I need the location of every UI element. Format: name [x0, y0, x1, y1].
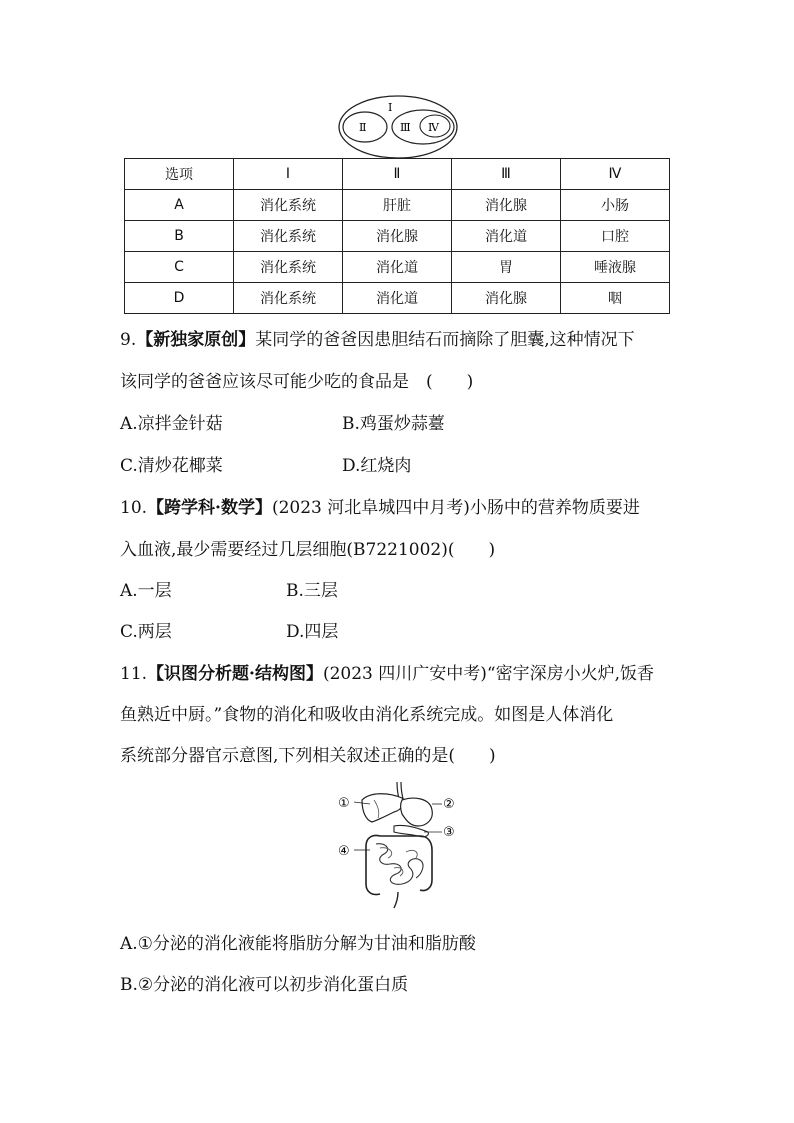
table-cell: 消化系统 [234, 283, 343, 314]
table-cell: 胃 [452, 252, 561, 283]
small-intestine-shape-2 [380, 848, 417, 876]
q10-tag: 【跨学科·数学】 [147, 498, 272, 518]
options-table [124, 158, 670, 314]
table-cell: 消化系统 [234, 221, 343, 252]
q10-text: (2023 河北阜城四中月考)小肠中的营养物质要进 [271, 498, 640, 518]
q10-stem-line1 [120, 493, 640, 518]
q10-option-d[interactable]: D.四层 [286, 622, 339, 642]
figure-label-1: ① [338, 796, 350, 811]
rectum-shape [394, 892, 398, 908]
venn-outer-ellipse [339, 96, 457, 158]
figure-label-2: ② [443, 797, 455, 812]
q10-option-b[interactable]: B.三层 [286, 581, 338, 601]
table-cell: 消化道 [343, 283, 452, 314]
q11-option-a[interactable]: A.①分泌的消化液能将脂肪分解为甘油和脂肪酸 [120, 934, 476, 954]
digestive-system-figure [336, 780, 460, 912]
table-cell: 消化系统 [234, 252, 343, 283]
venn-diagram [337, 94, 459, 160]
table-cell: 咽 [561, 283, 670, 314]
q10-stem-line2: 入血液,最少需要经过几层细胞(B7221002)( ) [120, 540, 496, 560]
figure-label-4: ④ [338, 844, 350, 859]
table-cell: 消化腺 [343, 221, 452, 252]
table-header-cell: Ⅱ [343, 159, 452, 190]
q9-option-c[interactable]: C.清炒花椰菜 [120, 456, 223, 476]
q11-tag: 【识图分析题·结构图】 [147, 664, 323, 684]
table-cell: 肝脏 [343, 190, 452, 221]
table-row [125, 221, 670, 252]
table-cell: D [125, 283, 234, 314]
q10-option-c[interactable]: C.两层 [120, 622, 172, 642]
q9-option-d[interactable]: D.红烧肉 [342, 456, 412, 476]
venn-label-3: Ⅲ [400, 121, 411, 134]
q11-stem-line3: 系统部分器官示意图,下列相关叙述正确的是( ) [120, 746, 496, 766]
table-row [125, 252, 670, 283]
q10-option-a[interactable]: A.一层 [120, 581, 172, 601]
table-cell: 消化系统 [234, 190, 343, 221]
table-cell: A [125, 190, 234, 221]
table-header-cell: Ⅰ [234, 159, 343, 190]
q10-number: 10. [120, 498, 148, 518]
small-intestine-shape [376, 844, 423, 885]
venn-label-1: Ⅰ [388, 101, 393, 114]
table-row [125, 283, 670, 314]
q9-stem-line2: 该同学的爸爸应该尽可能少吃的食品是 ( ) [120, 372, 474, 392]
q11-option-b[interactable]: B.②分泌的消化液可以初步消化蛋白质 [120, 975, 409, 995]
q11-stem-line1 [120, 659, 654, 684]
figure-label-3: ③ [443, 825, 455, 840]
stomach-shape [401, 798, 433, 826]
table-cell: 消化道 [452, 221, 561, 252]
q9-stem-line1 [120, 325, 635, 350]
liver-shape [362, 794, 404, 822]
table-cell: 消化腺 [452, 283, 561, 314]
table-row [125, 190, 670, 221]
venn-label-4: Ⅳ [428, 121, 439, 134]
venn-label-2: Ⅱ [359, 121, 367, 134]
table-cell: 消化腺 [452, 190, 561, 221]
q9-number: 9. [120, 330, 137, 350]
q11-text: (2023 四川广安中考)“密宇深房小火炉,饭香 [322, 664, 654, 684]
q11-number: 11. [120, 664, 148, 684]
table-cell: 小肠 [561, 190, 670, 221]
q9-option-b[interactable]: B.鸡蛋炒蒜薹 [342, 414, 445, 434]
table-cell: 唾液腺 [561, 252, 670, 283]
table-cell: 口腔 [561, 221, 670, 252]
table-cell: B [125, 221, 234, 252]
pancreas-shape [394, 825, 428, 836]
q9-tag: 【新独家原创】 [136, 330, 256, 350]
table-cell: C [125, 252, 234, 283]
table-header-cell: 选项 [125, 159, 234, 190]
table-header-row [125, 159, 670, 190]
table-header-cell: Ⅲ [452, 159, 561, 190]
table-header-cell: Ⅳ [561, 159, 670, 190]
q11-stem-line2: 鱼熟近中厨。”食物的消化和吸收由消化系统完成。如图是人体消化 [120, 705, 614, 725]
q9-text: 某同学的爸爸因患胆结石而摘除了胆囊,这种情况下 [255, 330, 635, 350]
q9-option-a[interactable]: A.凉拌金针菇 [120, 414, 223, 434]
table-cell: 消化道 [343, 252, 452, 283]
